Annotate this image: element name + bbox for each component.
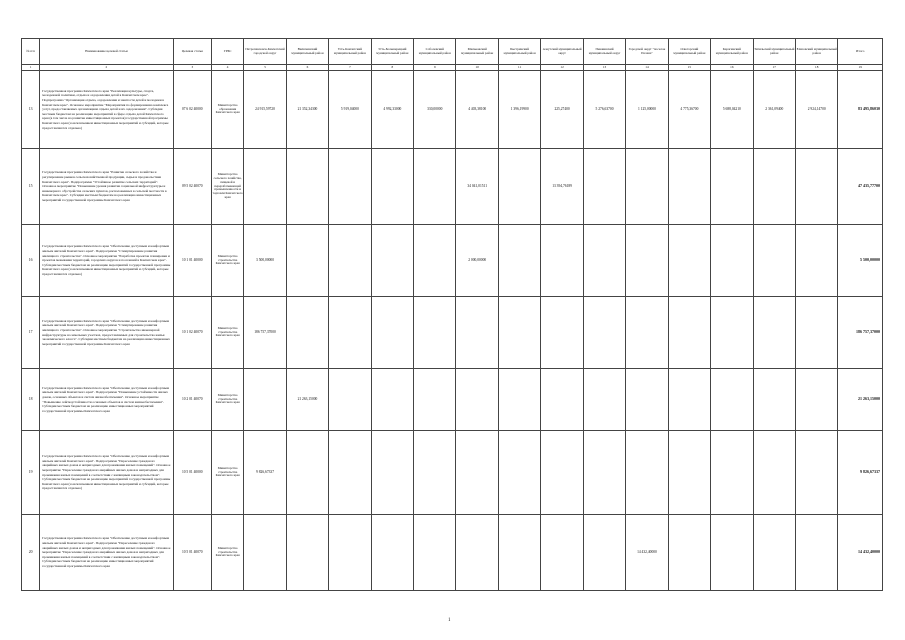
target-article-code: 10 5 01 40070 — [173, 515, 211, 591]
municipality-amount: 4 992,33000 — [371, 71, 413, 149]
municipality-amount — [498, 369, 540, 431]
municipality-amount — [456, 297, 498, 369]
municipality-amount: 4 775,36700 — [668, 71, 710, 149]
municipality-amount — [626, 225, 668, 297]
column-number: 5 — [244, 65, 286, 71]
municipality-amount — [329, 149, 371, 225]
municipality-amount: 21 263,15000 — [286, 369, 328, 431]
municipality-amount — [753, 297, 795, 369]
column-number: 4 — [211, 65, 243, 71]
row-total: 186 757,37000 — [838, 297, 883, 369]
municipality-amount — [414, 431, 456, 515]
row-description: Государственная программа Камчатского края "Обеспечение доступным и комфортным жильем жителей Камчатского края". Подпрограмма "Повышение устойчивости жилых домов, основных объектов и систем жизнеобеспечения". Основное мероприятие "Повышение сейсмоустойчивости основных объектов и систем жизнеобеспечения". Субсидии местным бюджетам на реализацию инвестиционных мероприятий государственной программы Камчатского края — [40, 369, 173, 431]
column-header: Елизовский муниципальный район — [795, 39, 837, 65]
municipality-amount — [329, 431, 371, 515]
municipality-amount — [753, 515, 795, 591]
municipality-amount — [414, 369, 456, 431]
municipality-amount: 5 276,63700 — [583, 71, 625, 149]
municipality-amount — [711, 225, 753, 297]
target-article-code: 10 2 01 40070 — [173, 369, 211, 431]
municipality-amount — [371, 297, 413, 369]
municipality-amount — [753, 149, 795, 225]
municipality-amount: 2 361,09400 — [753, 71, 795, 149]
column-number: 6 — [286, 65, 328, 71]
municipality-amount — [583, 515, 625, 591]
subsidy-distribution-table — [21, 38, 883, 591]
municipality-amount: 186 757,37000 — [244, 297, 286, 369]
municipality-amount — [753, 369, 795, 431]
municipality-amount: 3 500,00000 — [244, 225, 286, 297]
column-header: Тигильский муниципальный район — [753, 39, 795, 65]
column-number: 9 — [414, 65, 456, 71]
row-number: 17 — [22, 297, 40, 369]
table-row — [22, 71, 883, 149]
municipality-amount: 13 394,76189 — [541, 149, 583, 225]
municipality-amount — [414, 297, 456, 369]
target-article-code: 10 5 01 40000 — [173, 431, 211, 515]
column-number: 19 — [838, 65, 883, 71]
row-total: 5 500,00000 — [838, 225, 883, 297]
municipality-amount — [668, 431, 710, 515]
municipality-amount — [626, 369, 668, 431]
budget-administrator: Министерство строительства Камчатского края — [211, 515, 243, 591]
budget-administrator: Министерство строительства Камчатского края — [211, 297, 243, 369]
municipality-amount — [329, 369, 371, 431]
budget-administrator: Министерство строительства Камчатского края — [211, 431, 243, 515]
municipality-amount — [286, 149, 328, 225]
column-header: Наименование целевой статьи — [40, 39, 173, 65]
column-number: 10 — [456, 65, 498, 71]
column-header: Петропавловск-Камчатский городской округ — [244, 39, 286, 65]
municipality-amount — [583, 149, 625, 225]
column-number: 8 — [371, 65, 413, 71]
municipality-amount — [711, 149, 753, 225]
municipality-amount — [541, 515, 583, 591]
table-row — [22, 225, 883, 297]
municipality-amount: 1 396,19900 — [498, 71, 540, 149]
municipality-amount — [371, 431, 413, 515]
municipality-amount — [286, 225, 328, 297]
column-header: Усть-Большерецкий муниципальный район — [371, 39, 413, 65]
row-number: 18 — [22, 369, 40, 431]
row-total: 47 435,77700 — [838, 149, 883, 225]
municipality-amount — [668, 515, 710, 591]
municipality-amount — [244, 515, 286, 591]
municipality-amount — [711, 515, 753, 591]
municipality-amount: 5 688,04210 — [711, 71, 753, 149]
municipality-amount — [668, 369, 710, 431]
municipality-amount — [498, 515, 540, 591]
column-header: Олюторский муниципальный район — [668, 39, 710, 65]
municipality-amount — [626, 431, 668, 515]
municipality-amount — [244, 149, 286, 225]
row-number: 13 — [22, 71, 40, 149]
municipality-amount — [795, 431, 837, 515]
budget-administrator: Министерство строительства Камчатского края — [211, 369, 243, 431]
target-article-code: 10 1 01 40000 — [173, 225, 211, 297]
municipality-amount — [583, 297, 625, 369]
municipality-amount — [329, 297, 371, 369]
table-row — [22, 149, 883, 225]
municipality-amount — [414, 149, 456, 225]
municipality-amount — [583, 369, 625, 431]
budget-administrator: Министерство строительства Камчатского края — [211, 225, 243, 297]
municipality-amount — [286, 431, 328, 515]
column-header: Мильковский муниципальный район — [456, 39, 498, 65]
table-row — [22, 369, 883, 431]
row-total: 21 263,15000 — [838, 369, 883, 431]
municipality-amount: 2 000,00000 — [456, 225, 498, 297]
municipality-amount: 9 826,67337 — [244, 431, 286, 515]
municipality-amount: 5 919,04000 — [329, 71, 371, 149]
row-total: 9 826,67337 — [838, 431, 883, 515]
municipality-amount — [498, 297, 540, 369]
municipality-amount — [583, 431, 625, 515]
column-number: 11 — [498, 65, 540, 71]
row-number: 16 — [22, 225, 40, 297]
column-number: 1 — [22, 65, 40, 71]
column-header: Алеутский муниципальный округ — [541, 39, 583, 65]
municipality-amount — [795, 297, 837, 369]
row-number: 19 — [22, 431, 40, 515]
municipality-amount — [795, 149, 837, 225]
municipality-amount — [371, 369, 413, 431]
column-header: Усть-Камчатский муниципальный район — [329, 39, 371, 65]
municipality-amount — [498, 225, 540, 297]
column-number: 3 — [173, 65, 211, 71]
municipality-amount: 225,27400 — [541, 71, 583, 149]
target-article-code: 07 6 02 40000 — [173, 71, 211, 149]
municipality-amount — [711, 431, 753, 515]
municipality-amount: 14 432,40000 — [626, 515, 668, 591]
row-description: Государственная программа Камчатского края "Обеспечение доступным и комфортным жильем жителей Камчатского края". Подпрограмма "Переселение граждан из аварийных жилых домов и непригодных для проживания жилых помещений". Основное мероприятие "Переселение граждан из аварийных жилых домов и непригодных для проживания жилых помещений в соответствии с жилищным законодательством". Субсидии местным бюджетам на реализацию инвестиционных мероприятий государственной программы Камчатского края — [40, 515, 173, 591]
target-article-code: 09 5 02 40070 — [173, 149, 211, 225]
column-number: 14 — [626, 65, 668, 71]
municipality-amount — [414, 225, 456, 297]
row-description: Государственная программа Камчатского края "Реализация культуры, спорта, молодежной политики, отдыха и оздоровления детей в Камчатском крае". Подпрограмма "Организация отдыха, оздоровления и занятости детей и молодежи в Камчатском крае". Основное мероприятие "Мероприятия по формированию комплекса услуг, предоставляемых организациям отдыха детей и их оздоровления". Субсидия местным бюджетам на реализацию мероприятий в сфере отдыха детей Камчатского края (в том числе на развитие инвестиционных проектов) государственной программы Камчатского края (за исключением инвестиционных мероприятий и субсидий, которые предоставляются отдельно) — [40, 71, 173, 149]
column-number: 13 — [583, 65, 625, 71]
column-number: 17 — [753, 65, 795, 71]
municipality-amount — [456, 431, 498, 515]
column-header: Карагинский муниципальный район — [711, 39, 753, 65]
budget-administrator: Министерство образования Камчатского края — [211, 71, 243, 149]
municipality-amount — [371, 149, 413, 225]
municipality-amount — [795, 515, 837, 591]
municipality-amount: 1 125,00000 — [626, 71, 668, 149]
municipality-amount — [371, 515, 413, 591]
page-number: 1 — [448, 618, 451, 623]
municipality-amount — [753, 431, 795, 515]
budget-administrator: Министерство сельского хозяйства, пищевой и перерабатывающей промышленности и торговли Камчатского края — [211, 149, 243, 225]
municipality-amount — [668, 225, 710, 297]
table-row — [22, 297, 883, 369]
target-article-code: 10 1 02 40070 — [173, 297, 211, 369]
municipality-amount: 34 041,01511 — [456, 149, 498, 225]
municipality-amount — [541, 297, 583, 369]
municipality-amount — [541, 225, 583, 297]
column-number: 2 — [40, 65, 173, 71]
row-description: Государственная программа Камчатского края "Обеспечение доступным и комфортным жильем жителей Камчатского края". Подпрограмма "Стимулирование развития жилищного строительства". Основное мероприятие "Разработка проектов планировки и проектов межевания территорий, городских округов и поселений в Камчатском крае". Субсидии местным бюджетам на реализацию мероприятий государственной программы Камчатского края (за исключением инвестиционных мероприятий и субсидий, которые предоставляются отдельно) — [40, 225, 173, 297]
column-header: Вилючинский муниципальный район — [286, 39, 328, 65]
row-description: Государственная программа Камчатского края "Обеспечение доступным и комфортным жильем жителей Камчатского края". Подпрограмма "Стимулирование развития жилищного строительства". Основное мероприятие "Строительство инженерной инфраструктуры на земельных участках, предоставляемых для строительства жилья экономического класса". Субсидии местным бюджетам на реализацию инвестиционных мероприятий государственной программы Камчатского края — [40, 297, 173, 369]
municipality-amount — [711, 297, 753, 369]
municipality-amount — [753, 225, 795, 297]
column-header: Целевая статья — [173, 39, 211, 65]
municipality-amount: 24 915,59720 — [244, 71, 286, 149]
municipality-amount — [371, 225, 413, 297]
municipality-amount — [329, 225, 371, 297]
municipality-amount: 21 352,34300 — [286, 71, 328, 149]
table-row — [22, 515, 883, 591]
municipality-amount — [498, 149, 540, 225]
column-header: Городской округ "поселок Палана" — [626, 39, 668, 65]
municipality-amount — [329, 515, 371, 591]
municipality-amount — [583, 225, 625, 297]
column-number: 15 — [668, 65, 710, 71]
municipality-amount — [795, 225, 837, 297]
municipality-amount — [711, 369, 753, 431]
row-description: Государственная программа Камчатского края "Развитие сельского хозяйства и регулирование рынков сельскохозяйственной продукции, сырья и продовольствия Камчатского края". Подпрограмма "Устойчивое развитие сельских территорий". Основное мероприятие "Повышение уровня развития социальной инфраструктуры и инженерного обустройства сельских пунктов, расположенных в сельской местности в Камчатском крае". Субсидии местным бюджетам на реализацию инвестиционных мероприятий государственной программы Камчатского края — [40, 149, 173, 225]
row-total: 83 495,86030 — [838, 71, 883, 149]
column-number: 18 — [795, 65, 837, 71]
municipality-amount — [456, 369, 498, 431]
column-header: ГРБС — [211, 39, 243, 65]
municipality-amount — [244, 369, 286, 431]
municipality-amount — [286, 515, 328, 591]
row-description: Государственная программа Камчатского края "Обеспечение доступным и комфортным жильем жителей Камчатского края". Подпрограмма "Переселение граждан из аварийных жилых домов и непригодных для проживания жилых помещений". Основное мероприятие "Переселение граждан из аварийных жилых домов и непригодных для проживания жилых помещений в соответствии с жилищным законодательством". Субсидии местным бюджетам на реализацию мероприятий государственной программы Камчатского края (за исключением инвестиционных мероприятий и субсидий, которые предоставляются отдельно) — [40, 431, 173, 515]
column-header: Быстринский муниципальный район — [498, 39, 540, 65]
table-header-row — [22, 39, 883, 65]
municipality-amount — [626, 149, 668, 225]
municipality-amount — [668, 297, 710, 369]
municipality-amount: 4 403,38100 — [456, 71, 498, 149]
municipality-amount — [541, 369, 583, 431]
municipality-amount — [795, 369, 837, 431]
municipality-amount — [286, 297, 328, 369]
column-header: Пенжинский муниципальный округ — [583, 39, 625, 65]
municipality-amount: 330,00000 — [414, 71, 456, 149]
municipality-amount — [541, 431, 583, 515]
column-header: Соболевский муниципальный район — [414, 39, 456, 65]
municipality-amount — [414, 515, 456, 591]
column-header: № п/п — [22, 39, 40, 65]
column-number: 7 — [329, 65, 371, 71]
column-header: Итого — [838, 39, 883, 65]
municipality-amount: 2 924,14700 — [795, 71, 837, 149]
row-number: 15 — [22, 149, 40, 225]
row-total: 14 432,40000 — [838, 515, 883, 591]
table-row — [22, 431, 883, 515]
municipality-amount — [626, 297, 668, 369]
row-number: 20 — [22, 515, 40, 591]
municipality-amount — [456, 515, 498, 591]
column-number: 12 — [541, 65, 583, 71]
municipality-amount — [498, 431, 540, 515]
column-number: 16 — [711, 65, 753, 71]
municipality-amount — [668, 149, 710, 225]
